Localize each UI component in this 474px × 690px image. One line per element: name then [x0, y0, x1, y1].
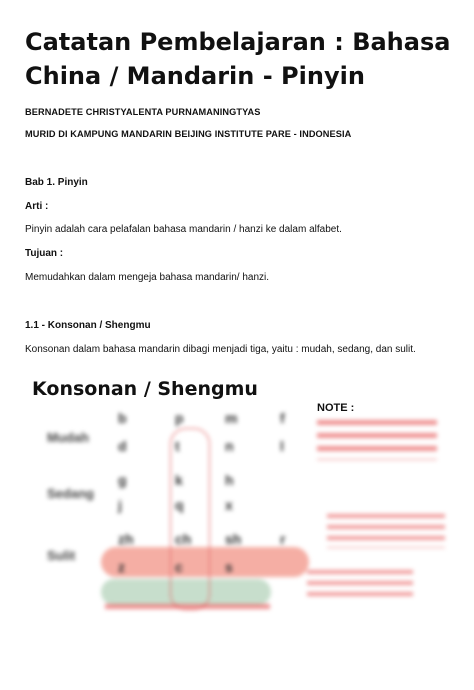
- pinyin-z: z: [118, 559, 125, 575]
- section-heading: 1.1 - Konsonan / Shengmu: [25, 320, 151, 331]
- pinyin-ch: ch: [175, 531, 192, 547]
- row-label-sedang: Sedang: [47, 486, 94, 501]
- document-title: Catatan Pembelajaran : Bahasa China / Mandarin - Pinyin: [25, 28, 451, 90]
- pinyin-p: p: [175, 410, 184, 426]
- note-annotation-2: [327, 514, 445, 548]
- pinyin-j: j: [118, 497, 122, 513]
- row-label-mudah: Mudah: [47, 430, 89, 445]
- pinyin-f: f: [280, 410, 285, 426]
- pinyin-sh: sh: [225, 531, 242, 547]
- note-annotation-4: [105, 604, 270, 609]
- pinyin-s: s: [225, 559, 233, 575]
- row-label-sulit: Sulit: [47, 548, 76, 563]
- pinyin-t: t: [175, 438, 180, 454]
- pinyin-zh: zh: [118, 531, 134, 547]
- author-name: BERNADETE CHRISTYALENTA PURNAMANINGTYAS: [25, 107, 261, 117]
- note-annotation-3: [307, 570, 413, 600]
- tujuan-label: Tujuan :: [25, 248, 64, 259]
- pinyin-r: r: [280, 531, 286, 547]
- arti-label: Arti :: [25, 201, 49, 212]
- section-text: Konsonan dalam bahasa mandarin dibagi menjadi tiga, yaitu : mudah, sedang, dan sulit.: [25, 344, 416, 355]
- pinyin-b: b: [118, 410, 127, 426]
- pinyin-n: n: [225, 438, 234, 454]
- pinyin-m: m: [225, 410, 238, 426]
- blurred-figure-content: [25, 402, 455, 618]
- pinyin-k: k: [175, 472, 183, 488]
- pinyin-x: x: [225, 497, 233, 513]
- shengmu-figure: [25, 378, 455, 618]
- author-affiliation: MURID DI KAMPUNG MANDARIN BEIJING INSTITUTE PARE - INDONESIA: [25, 129, 352, 139]
- pinyin-l: l: [280, 438, 284, 454]
- arti-text: Pinyin adalah cara pelafalan bahasa mandarin / hanzi ke dalam alfabet.: [25, 224, 342, 235]
- pinyin-c: c: [175, 559, 183, 575]
- pinyin-g: g: [118, 472, 127, 488]
- pinyin-d: d: [118, 438, 127, 454]
- note-title: NOTE :: [317, 402, 355, 414]
- figure-title: Konsonan / Shengmu: [32, 378, 258, 400]
- pinyin-q: q: [175, 497, 184, 513]
- tujuan-text: Memudahkan dalam mengeja bahasa mandarin/ hanzi.: [25, 272, 270, 283]
- chapter-heading: Bab 1. Pinyin: [25, 177, 88, 188]
- pinyin-h: h: [225, 472, 234, 488]
- note-annotation-1: [317, 420, 437, 460]
- highlight-oval: [170, 428, 210, 610]
